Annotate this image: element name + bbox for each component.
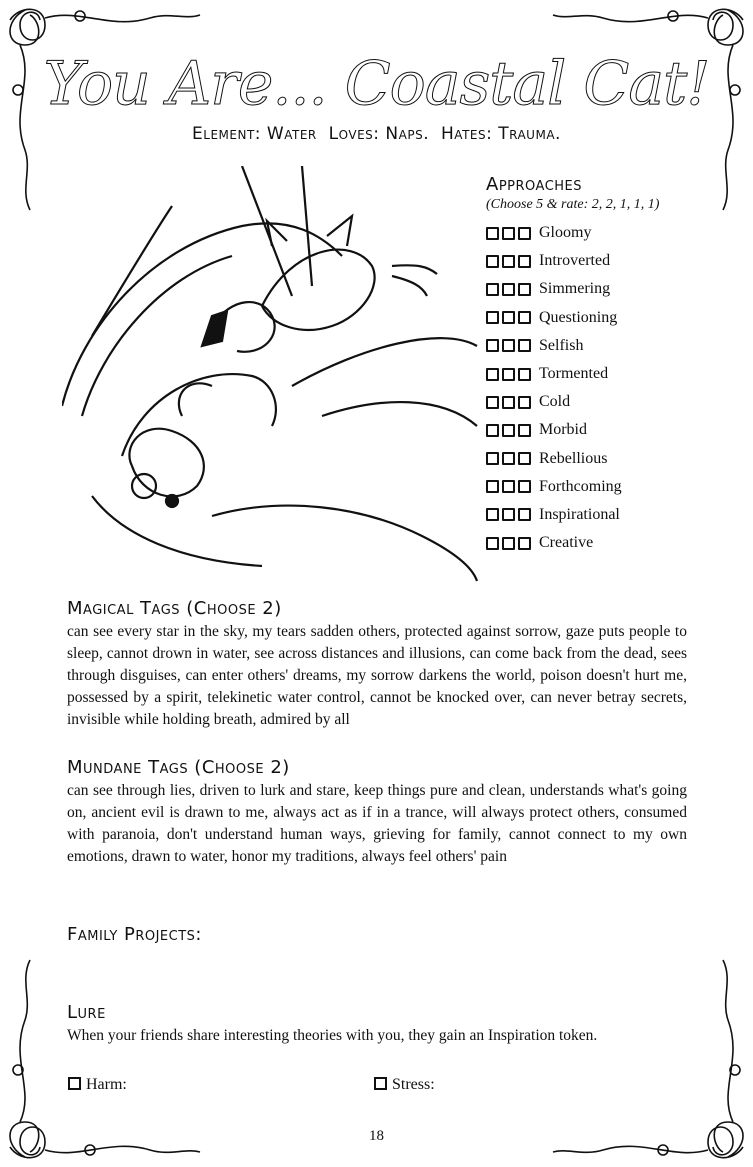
approaches-instruction: (Choose 5 & rate: 2, 2, 1, 1, 1) xyxy=(486,197,660,212)
rating-checkbox[interactable] xyxy=(486,452,499,465)
rating-checkbox[interactable] xyxy=(502,283,515,296)
approach-item xyxy=(486,247,726,275)
family-projects-section xyxy=(67,924,687,947)
rating-checkbox[interactable] xyxy=(486,339,499,352)
rating-checkbox[interactable] xyxy=(486,424,499,437)
lure-text: When your friends share interesting theories with you, they gain an Inspiration token. xyxy=(67,1027,598,1044)
approach-item xyxy=(486,275,726,303)
stress-tracker xyxy=(374,1076,435,1094)
rating-checkbox[interactable] xyxy=(486,508,499,521)
rating-checkbox[interactable] xyxy=(502,368,515,381)
harm-label: Harm: xyxy=(86,1076,127,1093)
rating-checkbox[interactable] xyxy=(486,311,499,324)
rating-checkbox[interactable] xyxy=(502,537,515,550)
approach-label: Rebellious xyxy=(539,449,608,467)
rating-checkboxes xyxy=(486,255,531,268)
rating-checkbox[interactable] xyxy=(502,311,515,324)
element-loves-hates xyxy=(0,124,753,144)
approach-label: Introverted xyxy=(539,252,611,270)
approach-label: Selfish xyxy=(539,336,584,354)
approach-label: Cold xyxy=(539,393,571,411)
lure-heading: Lure xyxy=(67,1002,106,1023)
approach-label: Inspirational xyxy=(539,505,620,523)
rating-checkbox[interactable] xyxy=(518,537,531,550)
rating-checkboxes xyxy=(486,508,531,521)
rating-checkboxes xyxy=(486,368,531,381)
rating-checkboxes xyxy=(486,227,531,240)
approach-list xyxy=(486,219,726,557)
approach-label: Forthcoming xyxy=(539,477,622,495)
rating-checkbox[interactable] xyxy=(502,508,515,521)
rating-checkbox[interactable] xyxy=(518,452,531,465)
family-projects-heading: Family Projects: xyxy=(67,924,202,945)
magical-tags-text: can see every star in the sky, my tears sadden others, protected against sorrow, gaze puts people to sleep, cannot drown in water, see across distances and illusions, can come back from the dead, sees through disguises, can enter others' dreams, my sorrow darkens the world, poison doesn't hurt me, possessed by a spirit, telekinetic water control, cannot be knocked over, can never betray secrets, invisible while holding breath, admired by all xyxy=(67,623,687,728)
approach-item xyxy=(486,416,726,444)
mundane-tags-section xyxy=(67,757,687,868)
approach-item xyxy=(486,473,726,501)
approach-item xyxy=(486,360,726,388)
approach-item xyxy=(486,388,726,416)
rating-checkbox[interactable] xyxy=(518,339,531,352)
magical-tags-heading: Magical Tags (Choose 2) xyxy=(67,598,282,619)
rating-checkbox[interactable] xyxy=(502,339,515,352)
rating-checkboxes xyxy=(486,339,531,352)
rating-checkboxes xyxy=(486,283,531,296)
rating-checkboxes xyxy=(486,537,531,550)
stress-label: Stress: xyxy=(392,1076,435,1093)
page-number: 18 xyxy=(369,1128,384,1144)
rating-checkbox[interactable] xyxy=(518,283,531,296)
rating-checkbox[interactable] xyxy=(486,396,499,409)
approach-item xyxy=(486,501,726,529)
page-title: You Are... Coastal Cat! xyxy=(43,49,710,119)
harm-tracker xyxy=(68,1076,127,1094)
approach-label: Questioning xyxy=(539,308,618,326)
rating-checkbox[interactable] xyxy=(502,227,515,240)
rating-checkbox[interactable] xyxy=(518,368,531,381)
rating-checkboxes xyxy=(486,480,531,493)
rating-checkbox[interactable] xyxy=(486,480,499,493)
rating-checkbox[interactable] xyxy=(486,283,499,296)
celtic-knot-corner-icon xyxy=(10,9,45,45)
rating-checkboxes xyxy=(486,311,531,324)
lure-section xyxy=(67,1002,687,1047)
harm-checkbox[interactable] xyxy=(68,1077,81,1090)
rating-checkbox[interactable] xyxy=(486,368,499,381)
rating-checkbox[interactable] xyxy=(502,424,515,437)
approach-label: Morbid xyxy=(539,421,587,439)
rating-checkbox[interactable] xyxy=(502,480,515,493)
rating-checkbox[interactable] xyxy=(518,396,531,409)
rating-checkbox[interactable] xyxy=(502,255,515,268)
rating-checkbox[interactable] xyxy=(518,311,531,324)
rating-checkbox[interactable] xyxy=(518,480,531,493)
element-label: Element: Water xyxy=(192,124,317,144)
rating-checkbox[interactable] xyxy=(518,227,531,240)
rating-checkbox[interactable] xyxy=(518,255,531,268)
approach-label: Tormented xyxy=(539,365,609,383)
approach-item xyxy=(486,304,726,332)
magical-tags-section xyxy=(67,598,687,731)
rating-checkboxes xyxy=(486,452,531,465)
approaches-heading: Approaches xyxy=(486,174,583,195)
mundane-tags-heading: Mundane Tags (Choose 2) xyxy=(67,757,290,778)
rating-checkbox[interactable] xyxy=(486,227,499,240)
rating-checkboxes xyxy=(486,396,531,409)
approach-item xyxy=(486,219,726,247)
rating-checkboxes xyxy=(486,424,531,437)
celtic-knot-corner-icon xyxy=(708,9,743,45)
hates-label: Hates: Trauma. xyxy=(441,124,561,144)
mundane-tags-text: can see through lies, driven to lurk and stare, keep things pure and clean, understands what's going on, ancient evil is drawn to me, always act as if in a trance, will always protect others, consumed with paranoia, don't understand human ways, grieving for family, cannot connect to my own emotions, drawn to water, honor my traditions, always feel others' pain xyxy=(67,782,687,865)
sleeping-cats-illustration xyxy=(62,166,482,586)
approach-label: Gloomy xyxy=(539,224,592,242)
stress-checkbox[interactable] xyxy=(374,1077,387,1090)
rating-checkbox[interactable] xyxy=(518,424,531,437)
rating-checkbox[interactable] xyxy=(502,396,515,409)
approach-label: Simmering xyxy=(539,280,611,298)
approach-item xyxy=(486,332,726,360)
approach-item xyxy=(486,529,726,557)
rating-checkbox[interactable] xyxy=(486,537,499,550)
approaches-panel xyxy=(486,174,726,557)
rating-checkbox[interactable] xyxy=(502,452,515,465)
rating-checkbox[interactable] xyxy=(486,255,499,268)
rating-checkbox[interactable] xyxy=(518,508,531,521)
approach-label: Creative xyxy=(539,534,594,552)
loves-label: Loves: Naps. xyxy=(328,124,430,144)
approach-item xyxy=(486,445,726,473)
